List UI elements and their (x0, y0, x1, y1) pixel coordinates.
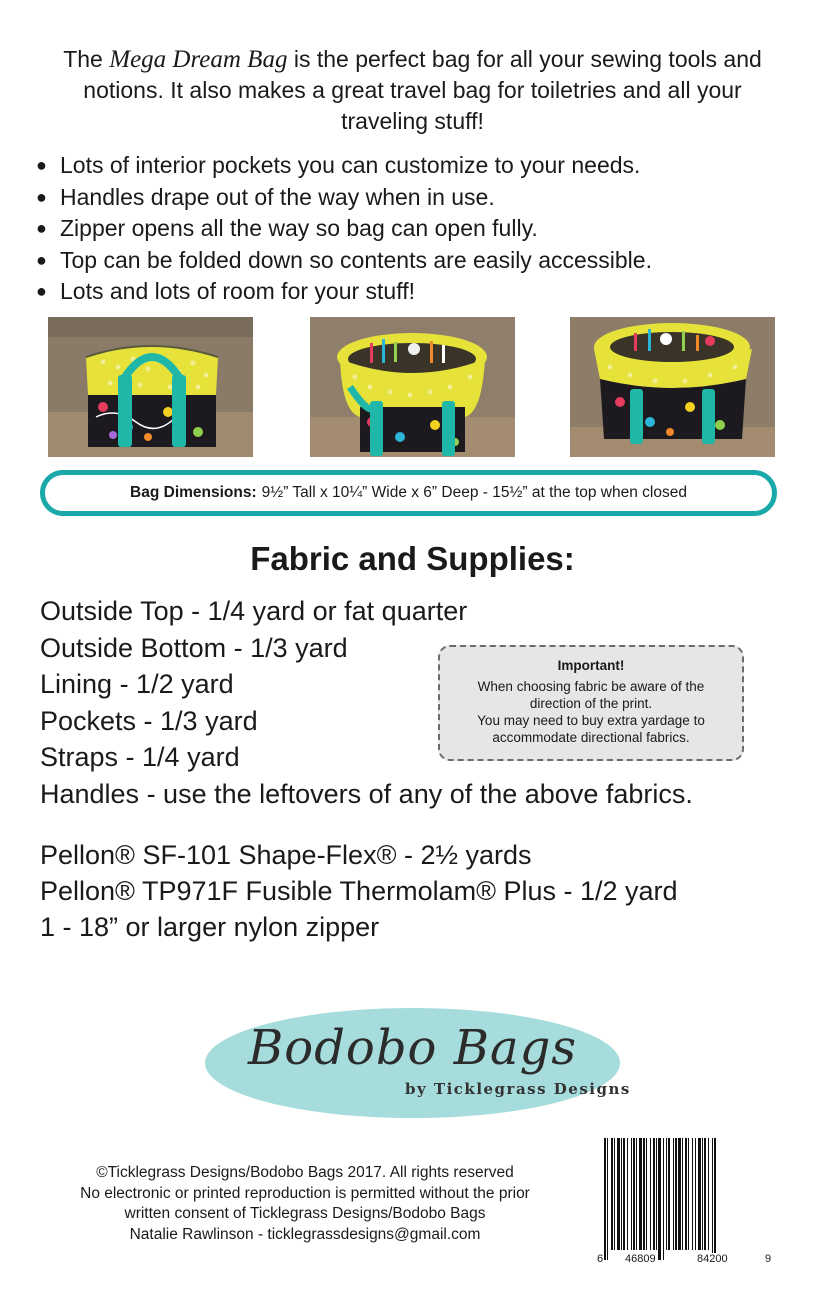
important-title: Important! (557, 658, 625, 673)
barcode-bar (614, 1138, 615, 1250)
supplies-heading: Fabric and Supplies: (250, 540, 575, 577)
supply-item: Pellon® SF-101 Shape-Flex® - 2½ yards (40, 840, 532, 870)
copyright-line: written consent of Ticklegrass Designs/Bodobo Bags (124, 1205, 486, 1222)
barcode-bar (663, 1138, 664, 1260)
barcode-bar (636, 1138, 637, 1250)
important-line: direction of the print. (529, 696, 653, 711)
barcode-digits (596, 1253, 774, 1267)
logo-tagline: by Ticklegrass Designs (405, 1080, 631, 1098)
feature-item: ● Lots of interior pockets you can customize to your needs. (36, 150, 796, 182)
barcode-bar (621, 1138, 622, 1250)
barcode-bar (650, 1138, 651, 1250)
bullet-icon: ● (36, 186, 47, 207)
barcode-bar (704, 1138, 706, 1250)
feature-item: ● Top can be folded down so contents are easily accessible. (36, 245, 796, 277)
barcode-bar (688, 1138, 689, 1250)
bullet-icon: ● (36, 218, 47, 238)
fabric-item: Outside Top - 1/4 yard or fat quarter (40, 596, 468, 626)
barcode-bar (702, 1138, 703, 1250)
barcode-bar (646, 1138, 647, 1250)
barcode-bar (708, 1138, 709, 1250)
barcode-bar (633, 1138, 635, 1250)
logo-name: Bodobo Bags (248, 1020, 577, 1076)
barcode-bar (695, 1138, 696, 1250)
fabric-item: Outside Bottom - 1/3 yard (40, 632, 348, 663)
barcode-bar (698, 1138, 701, 1250)
photo-bag-folded (570, 317, 775, 457)
copyright-block (40, 1163, 570, 1245)
photo-bag-closed (48, 317, 253, 457)
feature-list (36, 150, 796, 308)
barcode-bar (712, 1138, 713, 1260)
barcode-bar (692, 1138, 693, 1250)
important-line: When choosing fabric be aware of the (477, 679, 705, 694)
product-name: Mega Dream Bag (109, 46, 288, 73)
copyright-line: Natalie Rawlinson - ticklegrassdesigns@gmail.com (129, 1225, 481, 1243)
barcode-bar (631, 1138, 632, 1250)
intro-post: is the perfect bag for all your sewing tools and notions. It also makes a great travel bag for toiletries and all your traveling stuff! (83, 46, 762, 134)
barcode-bar (653, 1138, 655, 1250)
barcode-bar (623, 1138, 625, 1250)
fabric-item: Lining - 1/2 yard (40, 669, 234, 699)
copyright-line: No electronic or printed reproduction is permitted without the prior (80, 1184, 530, 1202)
barcode-digit: 6 (597, 1253, 604, 1265)
fabric-item: Handles - use the leftovers of any of the above fabrics. (40, 778, 693, 809)
brand-logo (205, 1008, 631, 1118)
barcode-bar (678, 1138, 681, 1250)
barcode-bar (639, 1138, 642, 1250)
fabric-item: Straps - 1/4 yard (40, 742, 240, 772)
dimensions-label: Bag Dimensions: (130, 484, 257, 501)
barcode-digit: 9 (765, 1253, 772, 1265)
intro-pre: The (63, 46, 110, 72)
supply-item: Pellon® TP971F Fusible Thermolam® Plus - 1/2 yard (40, 876, 678, 906)
feature-item: ● Handles drape out of the way when in use. (36, 182, 796, 214)
barcode-bar (685, 1138, 687, 1250)
barcode-bar (682, 1138, 683, 1250)
barcode-digit: 84200 (697, 1253, 728, 1265)
important-note (438, 645, 744, 761)
bag-dimensions-box (40, 470, 777, 516)
dimensions-value: 9½” Tall x 10¼” Wide x 6” Deep - 15½” at the top when closed (261, 484, 687, 501)
bullet-icon: ● (36, 281, 47, 301)
barcode-bar (604, 1138, 606, 1260)
barcode-bar (658, 1138, 661, 1260)
supply-list (40, 837, 678, 945)
barcode-bar (627, 1138, 628, 1250)
barcode-bar (668, 1138, 670, 1250)
barcode-bar (673, 1138, 674, 1250)
important-line: accommodate directional fabrics. (492, 730, 690, 745)
barcode-bar (617, 1138, 620, 1250)
important-line: You may need to buy extra yardage to (477, 713, 705, 728)
feature-item: ● Lots and lots of room for your stuff! (36, 276, 796, 308)
barcode-bar (656, 1138, 657, 1250)
bullet-icon: ● (36, 155, 47, 175)
fabric-item: Pockets - 1/3 yard (40, 705, 258, 736)
copyright-line: ©Ticklegrass Designs/Bodobo Bags 2017. All rights reserved (96, 1164, 514, 1181)
bullet-icon: ● (36, 249, 47, 270)
feature-item: ● Zipper opens all the way so bag can open fully. (36, 213, 796, 245)
barcode (596, 1138, 774, 1265)
supply-item: 1 - 18” or larger nylon zipper (40, 912, 380, 942)
intro-paragraph (40, 44, 785, 137)
barcode-bar (675, 1138, 677, 1250)
barcode-bar (607, 1138, 608, 1260)
barcode-bar (666, 1138, 667, 1250)
barcode-bar (643, 1138, 645, 1250)
barcode-bar (714, 1138, 716, 1260)
photo-bag-open (310, 317, 515, 457)
barcode-bar (611, 1138, 613, 1250)
barcode-digit: 46809 (625, 1253, 656, 1265)
